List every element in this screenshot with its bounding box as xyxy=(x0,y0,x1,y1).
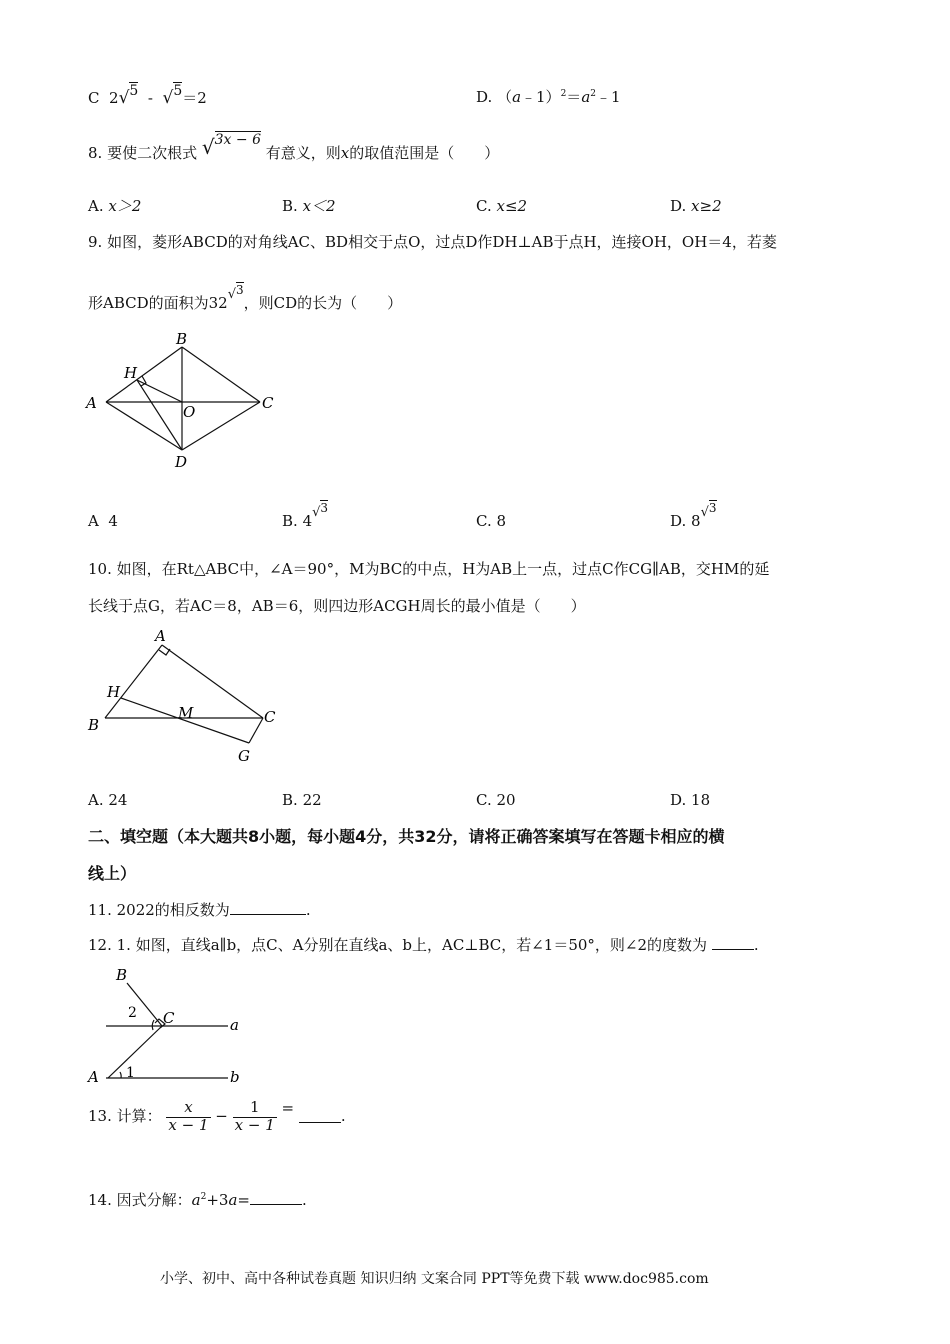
q13-fraction-1: $\frac{x}{x - 1}$ xyxy=(168,1098,209,1134)
q9-option-d: D. 8√$^3$ xyxy=(670,501,717,530)
q12-label-c: C xyxy=(163,1009,175,1027)
q12-angle-2: 2 xyxy=(128,1005,137,1021)
q9-rhombus-figure xyxy=(80,330,290,475)
q8-stem: 8. 要使二次根式 √3x − 6 有意义，则x的取值范围是（ ） xyxy=(88,132,500,162)
q9-stem-line1: 9. 如图，菱形ABCD的对角线AC、BD相交于点O，过点D作DH⊥AB于点H，连接OH，OH＝4，若菱 xyxy=(88,233,777,251)
q7-option-d: D. $(a﹣1)^2=a^2﹣1$ xyxy=(476,88,621,106)
q10-stem-line2: 长线于点G，若AC＝8，AB＝6，则四边形ACGH周长的最小值是（ ） xyxy=(88,597,586,615)
q9-label-o: O xyxy=(183,403,196,421)
q8-option-b: B. x＜2 xyxy=(282,197,336,215)
q9-stem-line2: 形ABCD的面积为32√$^3$，则CD的长为（ ） xyxy=(88,283,403,312)
q13-stem: 13. 计算： $\frac{x}{x - 1}$ − $\frac{1}{x - 1}$ = . xyxy=(88,1098,346,1134)
q10-label-m: M xyxy=(178,704,194,722)
q10-option-d: D. 18 xyxy=(670,791,711,809)
q10-label-a: A xyxy=(155,627,166,645)
q12-angle-1: 1 xyxy=(126,1065,135,1081)
q8-option-c: C. x≤2 xyxy=(476,197,528,215)
q12-answer-blank xyxy=(712,937,754,950)
q8-option-d: D. x≥2 xyxy=(670,197,722,215)
q9-label-c: C xyxy=(262,394,274,412)
q9-label-b: B xyxy=(176,330,188,348)
q9-label-h: H xyxy=(124,364,138,382)
q12-line-b: b xyxy=(230,1068,240,1086)
q8-option-a: A. x＞2 xyxy=(88,197,142,215)
q10-stem-line1: 10. 如图，在Rt△ABC中，∠A＝90°，M为BC的中点，H为AB上一点，过点C作CG∥AB，交HM的延 xyxy=(88,560,770,578)
q10-label-b: B xyxy=(88,716,100,734)
q9-option-c: C. 8 xyxy=(476,512,507,530)
q10-option-b: B. 22 xyxy=(282,791,322,809)
q10-label-g: G xyxy=(238,747,250,765)
q10-option-c: C. 20 xyxy=(476,791,516,809)
q9-option-a: A 4 xyxy=(88,512,118,530)
q10-option-a: A. 24 xyxy=(88,791,128,809)
q11-stem: 11. 2022的相反数为 . xyxy=(88,901,311,919)
q12-stem: 12. 1. 如图，直线a∥b，点C、A分别在直线a、b上，AC⊥BC，若∠1＝50°，则∠2的度数为 . xyxy=(88,936,759,954)
q10-label-h: H xyxy=(107,683,121,701)
q14-answer-blank xyxy=(250,1192,302,1205)
q10-label-c: C xyxy=(264,708,276,726)
page-footer: 小学、初中、高中各种试卷真题 知识归纳 文案合同 PPT等免费下载 www.doc985.com xyxy=(160,1271,709,1287)
q9-label-a: A xyxy=(86,394,97,412)
q12-parallel-lines-figure xyxy=(80,960,260,1090)
q13-answer-blank xyxy=(299,1110,341,1123)
q10-triangle-figure xyxy=(80,625,300,765)
q7-option-c: C 2√5 - √5＝2 xyxy=(88,83,207,108)
q13-fraction-2: $\frac{1}{x - 1}$ xyxy=(234,1098,275,1134)
section2-heading-line1: 二、填空题（本大题共8小题，每小题4分，共32分，请将正确答案填写在答题卡相应的横 xyxy=(88,827,725,846)
q12-label-a: A xyxy=(88,1068,99,1086)
q9-label-d: D xyxy=(175,453,188,471)
q12-line-a: a xyxy=(230,1016,239,1034)
q14-stem: 14. 因式分解：$a^2+3a=$ . xyxy=(88,1191,307,1209)
q11-answer-blank xyxy=(230,902,306,915)
q9-option-b: B. 4√$^3$ xyxy=(282,501,329,530)
q12-label-b: B xyxy=(116,966,128,984)
section2-heading-line2: 线上） xyxy=(88,864,137,883)
